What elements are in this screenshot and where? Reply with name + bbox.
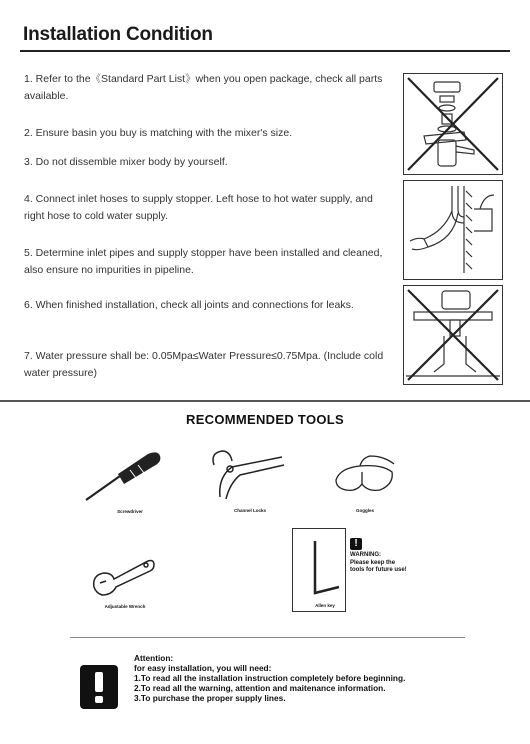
warning-icon: ! [350,538,362,550]
allen-key-label: Allen key [315,603,335,608]
tools-heading: RECOMMENDED TOOLS [186,412,344,427]
step-2: 2. Ensure basin you buy is matching with the mixer's size. [24,127,293,139]
goggles-illustration [330,452,400,502]
screwdriver-illustration [78,448,168,508]
screwdriver-icon [78,448,168,508]
warning-title: WARNING: [350,552,381,558]
crossed-installed-mixer-icon [404,286,502,384]
channel-locks-icon [200,447,290,507]
attention-title: Attention: [134,653,174,663]
allen-key-icon [293,529,345,611]
step-7: 7. Water pressure shall be: 0.05Mpa≤Water Pressure≤0.75Mpa. (Include cold water pressure) [24,350,384,379]
exclamation-icon [80,665,118,709]
hose-connection-illustration [403,180,503,280]
attention-item: 2.To read all the warning, attention and maitenance information. [134,683,386,693]
hose-wall-icon [404,181,502,279]
adjustable-wrench-icon [88,553,158,603]
step-6: 6. When finished installation, check all joints and connections for leaks. [24,299,354,311]
attention-item: 3.To purchase the proper supply lines. [134,693,286,703]
channel-locks-illustration [200,447,290,507]
step-1: 1. Refer to the《Standard Part List》when you open package, check all parts available. [24,73,383,102]
step-3: 3. Do not dissemble mixer body by yourself. [24,156,228,168]
page-title: Installation Condition [23,24,213,45]
screwdriver-label: Screwdriver [117,509,143,514]
step-4: 4. Connect inlet hoses to supply stopper. Left hose to hot water supply, and right hose to cold water supply. [24,193,373,222]
allen-key-illustration [292,528,346,612]
warning-body: Please keep the tools for future use! [350,560,407,573]
attention-divider [70,637,465,638]
goggles-icon [330,452,400,502]
attention-block [134,653,429,703]
leak-check-illustration [403,285,503,385]
crossed-mixer-parts-icon [404,74,502,174]
step-5: 5. Determine inlet pipes and supply stopper have been installed and cleaned, also ensure no impurities in pipeline. [24,247,383,276]
channel-locks-label: Channel Locks [233,508,266,513]
no-disassembly-illustration [403,73,503,175]
section-divider [0,400,530,402]
attention-item: 1.To read all the installation instruction completely before beginning. [134,673,406,683]
goggles-label: Goggles [355,508,374,513]
adjustable-wrench-illustration [88,553,158,603]
title-divider [20,50,510,52]
adjustable-wrench-label: Adjustable Wrench [104,604,146,609]
attention-intro: for easy installation, you will need: [134,663,272,673]
